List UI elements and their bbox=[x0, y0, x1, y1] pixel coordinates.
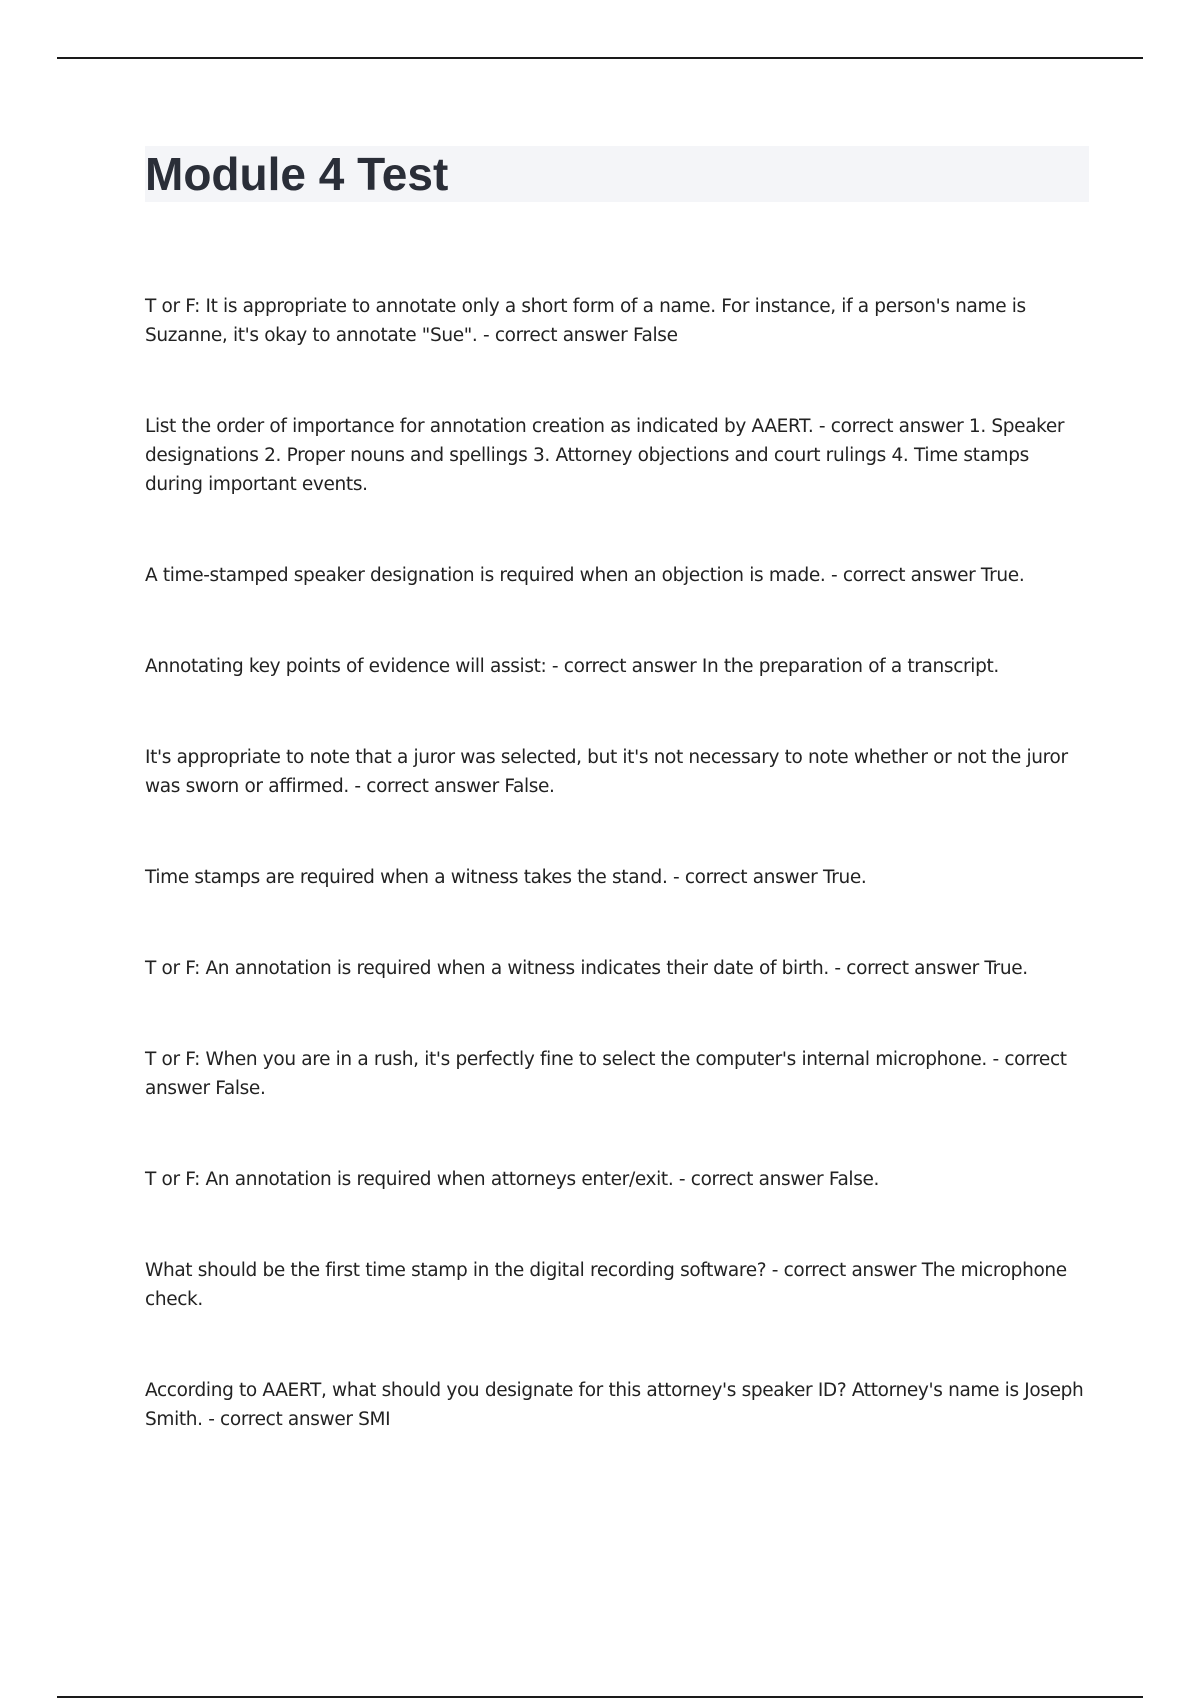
question-spacer bbox=[145, 892, 1090, 954]
question-spacer bbox=[145, 1194, 1090, 1256]
question-item: T or F: An annotation is required when attorneys enter/exit. - correct answer False. bbox=[145, 1169, 880, 1190]
question-item: T or F: It is appropriate to annotate only a short form of a name. For instance, if a person's name is Suzanne, it's okay to annotate "Sue". - correct answer False bbox=[145, 296, 1026, 346]
page-title: Module 4 Test bbox=[145, 148, 449, 200]
question-spacer bbox=[145, 983, 1090, 1045]
question-item: Annotating key points of evidence will assist: - correct answer In the preparation of a transcript. bbox=[145, 656, 999, 677]
question-spacer bbox=[145, 499, 1090, 561]
question-item: T or F: An annotation is required when a witness indicates their date of birth. - correct answer True. bbox=[145, 958, 1028, 979]
question-spacer bbox=[145, 1103, 1090, 1165]
question-item: Time stamps are required when a witness takes the stand. - correct answer True. bbox=[145, 867, 867, 888]
question-spacer bbox=[145, 350, 1090, 412]
question-list bbox=[145, 292, 1090, 1434]
bottom-rule bbox=[57, 1696, 1143, 1698]
top-rule bbox=[57, 57, 1143, 59]
question-spacer bbox=[145, 590, 1090, 652]
question-item: What should be the first time stamp in the digital recording software? - correct answer The microphone check. bbox=[145, 1260, 1067, 1310]
question-spacer bbox=[145, 681, 1090, 743]
question-item: T or F: When you are in a rush, it's perfectly fine to select the computer's internal microphone. - correct answer False. bbox=[145, 1049, 1067, 1099]
question-item: List the order of importance for annotation creation as indicated by AAERT. - correct answer 1. Speaker designations 2. Proper nouns and spellings 3. Attorney objections and court rulings 4. Time stamps during important events. bbox=[145, 416, 1065, 495]
question-item: A time-stamped speaker designation is required when an objection is made. - correct answer True. bbox=[145, 565, 1025, 586]
question-item: It's appropriate to note that a juror was selected, but it's not necessary to note whether or not the juror was sworn or affirmed. - correct answer False. bbox=[145, 747, 1068, 797]
question-spacer bbox=[145, 801, 1090, 863]
question-spacer bbox=[145, 1314, 1090, 1376]
question-item: According to AAERT, what should you designate for this attorney's speaker ID? Attorney's name is Joseph Smith. - correct answer SMI bbox=[145, 1380, 1084, 1430]
title-banner bbox=[145, 146, 1089, 202]
